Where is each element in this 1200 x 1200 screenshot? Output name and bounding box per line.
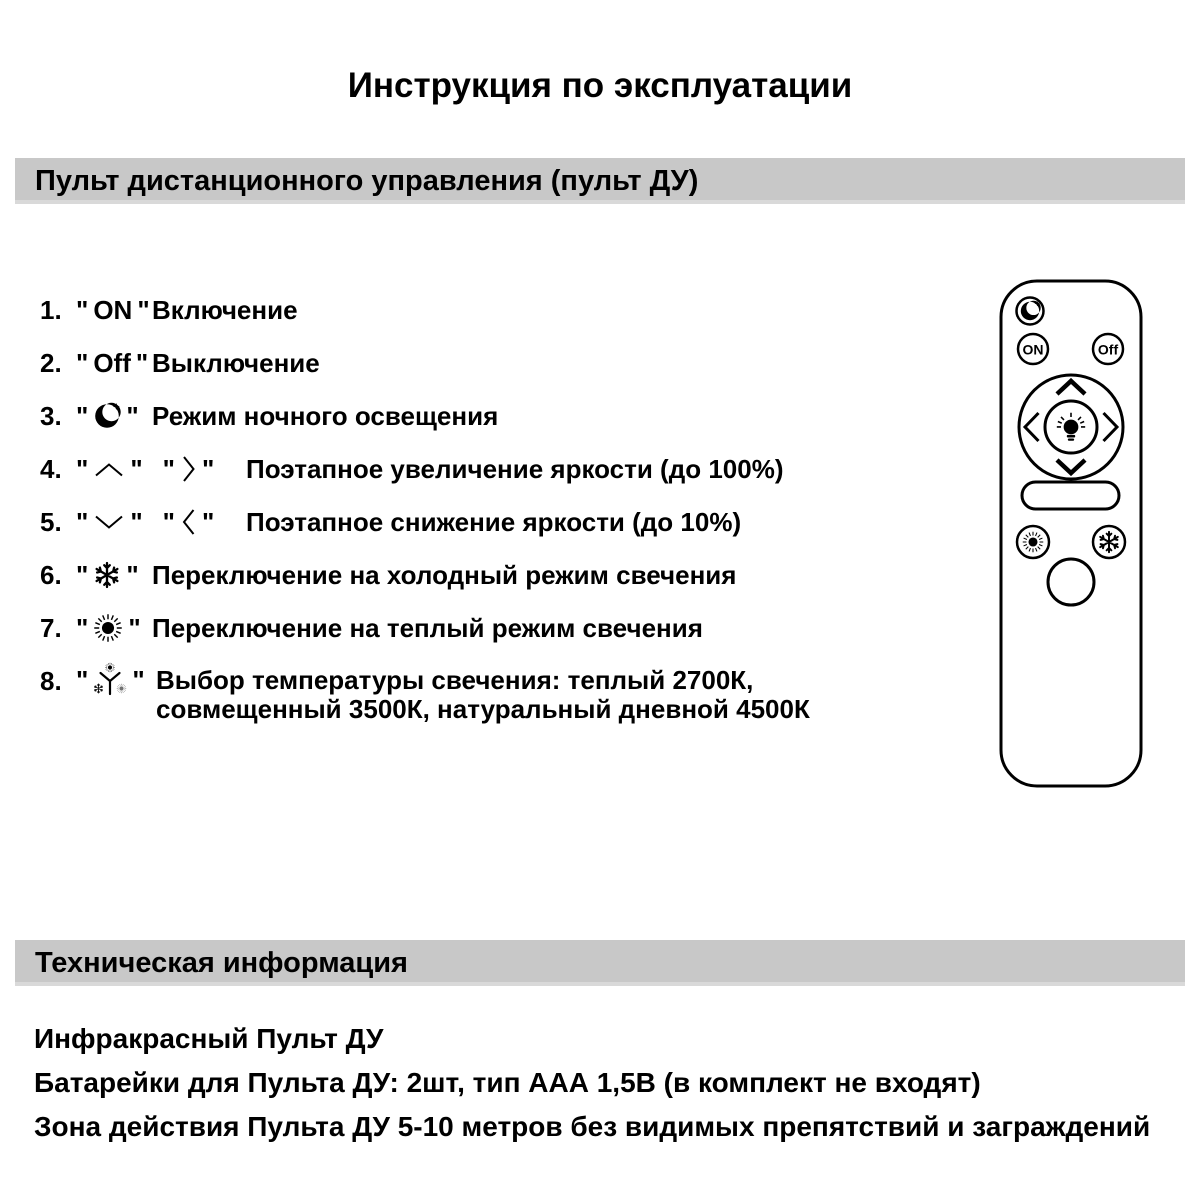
section-header-tech: Техническая информация	[15, 940, 1185, 986]
quote-mark: "	[76, 294, 89, 325]
item-number: 3.	[40, 400, 62, 431]
chevron-down-icon	[93, 514, 125, 531]
quote-mark: "	[162, 506, 175, 537]
quote-mark: "	[201, 453, 215, 484]
quote-mark: "	[135, 347, 149, 378]
chevron-right-icon	[180, 453, 197, 485]
instruction-item-3	[40, 401, 810, 431]
item-number: 5.	[40, 506, 62, 537]
item-text: Выключение	[152, 347, 320, 378]
quote-mark: "	[76, 506, 89, 537]
instruction-item-7	[40, 613, 810, 643]
instruction-item-6	[40, 560, 810, 590]
tech-line-1: Инфракрасный Пульт ДУ	[34, 1023, 384, 1054]
quote-mark: "	[201, 506, 215, 537]
item-symbol	[76, 506, 246, 538]
page-title: Инструкция по эксплуатации	[347, 66, 853, 105]
item-text: Режим ночного освещения	[152, 400, 499, 431]
item-symbol	[76, 662, 156, 698]
quote-mark: "	[128, 612, 141, 643]
quote-mark: "	[76, 453, 89, 484]
svg-text:ON: ON	[1022, 341, 1044, 358]
item-symbol	[76, 295, 152, 326]
instruction-item-8	[40, 666, 810, 724]
technical-info	[34, 1024, 1150, 1156]
quote-mark: "	[76, 347, 89, 378]
snowflake-icon	[93, 561, 121, 589]
item-text: Переключение на холодный режим свечения	[152, 559, 737, 590]
moon-icon	[93, 401, 121, 431]
quote-mark: "	[126, 400, 139, 431]
item-symbol	[76, 348, 152, 379]
item-text: Включение	[152, 294, 298, 325]
quote-mark: "	[162, 453, 175, 484]
item-symbol	[76, 613, 152, 644]
quote-mark: "	[132, 664, 145, 695]
item-number: 6.	[40, 559, 62, 590]
warm-sun-icon	[93, 613, 123, 643]
instruction-list	[40, 295, 810, 747]
quote-mark: "	[76, 559, 89, 590]
item-text: Переключение на теплый режим свечения	[152, 612, 703, 643]
quote-mark: "	[126, 559, 139, 590]
instruction-item-1	[40, 295, 810, 325]
quote-mark: "	[76, 664, 89, 695]
chevron-up-icon	[93, 461, 125, 478]
item-symbol	[76, 453, 246, 485]
chevron-left-icon	[180, 506, 197, 538]
temp-select-icon	[93, 662, 127, 698]
svg-text:Off: Off	[1097, 341, 1119, 358]
instruction-item-5	[40, 507, 810, 537]
item-number: 8.	[40, 666, 62, 696]
item-number: 2.	[40, 347, 62, 378]
remote-control-illustration	[995, 276, 1147, 794]
quote-mark: "	[137, 294, 150, 325]
on-label: ON	[93, 294, 133, 325]
instruction-item-4	[40, 454, 810, 484]
tech-line-2: Батарейки для Пульта ДУ: 2шт, тип ААА 1,5В (в комплект не входят)	[34, 1067, 981, 1098]
item-symbol	[76, 401, 152, 432]
tech-line-3: Зона действия Пульта ДУ 5-10 метров без видимых препятствий и заграждений	[34, 1111, 1151, 1142]
quote-mark: "	[76, 612, 89, 643]
section-header-remote: Пульт дистанционного управления (пульт ДУ)	[15, 158, 1185, 204]
quote-mark: "	[76, 400, 89, 431]
item-number: 4.	[40, 453, 62, 484]
off-label: Off	[93, 347, 131, 378]
item-text: Выбор температуры свечения: теплый 2700К, совмещенный 3500К, натуральный дневной 4500К	[156, 665, 810, 724]
item-text: Поэтапное увеличение яркости (до 100%)	[246, 453, 784, 484]
item-number: 1.	[40, 294, 62, 325]
quote-mark: "	[130, 453, 143, 484]
warm-sun-icon	[1023, 532, 1044, 553]
instruction-item-2	[40, 348, 810, 378]
item-number: 7.	[40, 612, 62, 643]
item-text: Поэтапное снижение яркости (до 10%)	[246, 506, 742, 537]
item-symbol	[76, 560, 152, 591]
quote-mark: "	[130, 506, 143, 537]
